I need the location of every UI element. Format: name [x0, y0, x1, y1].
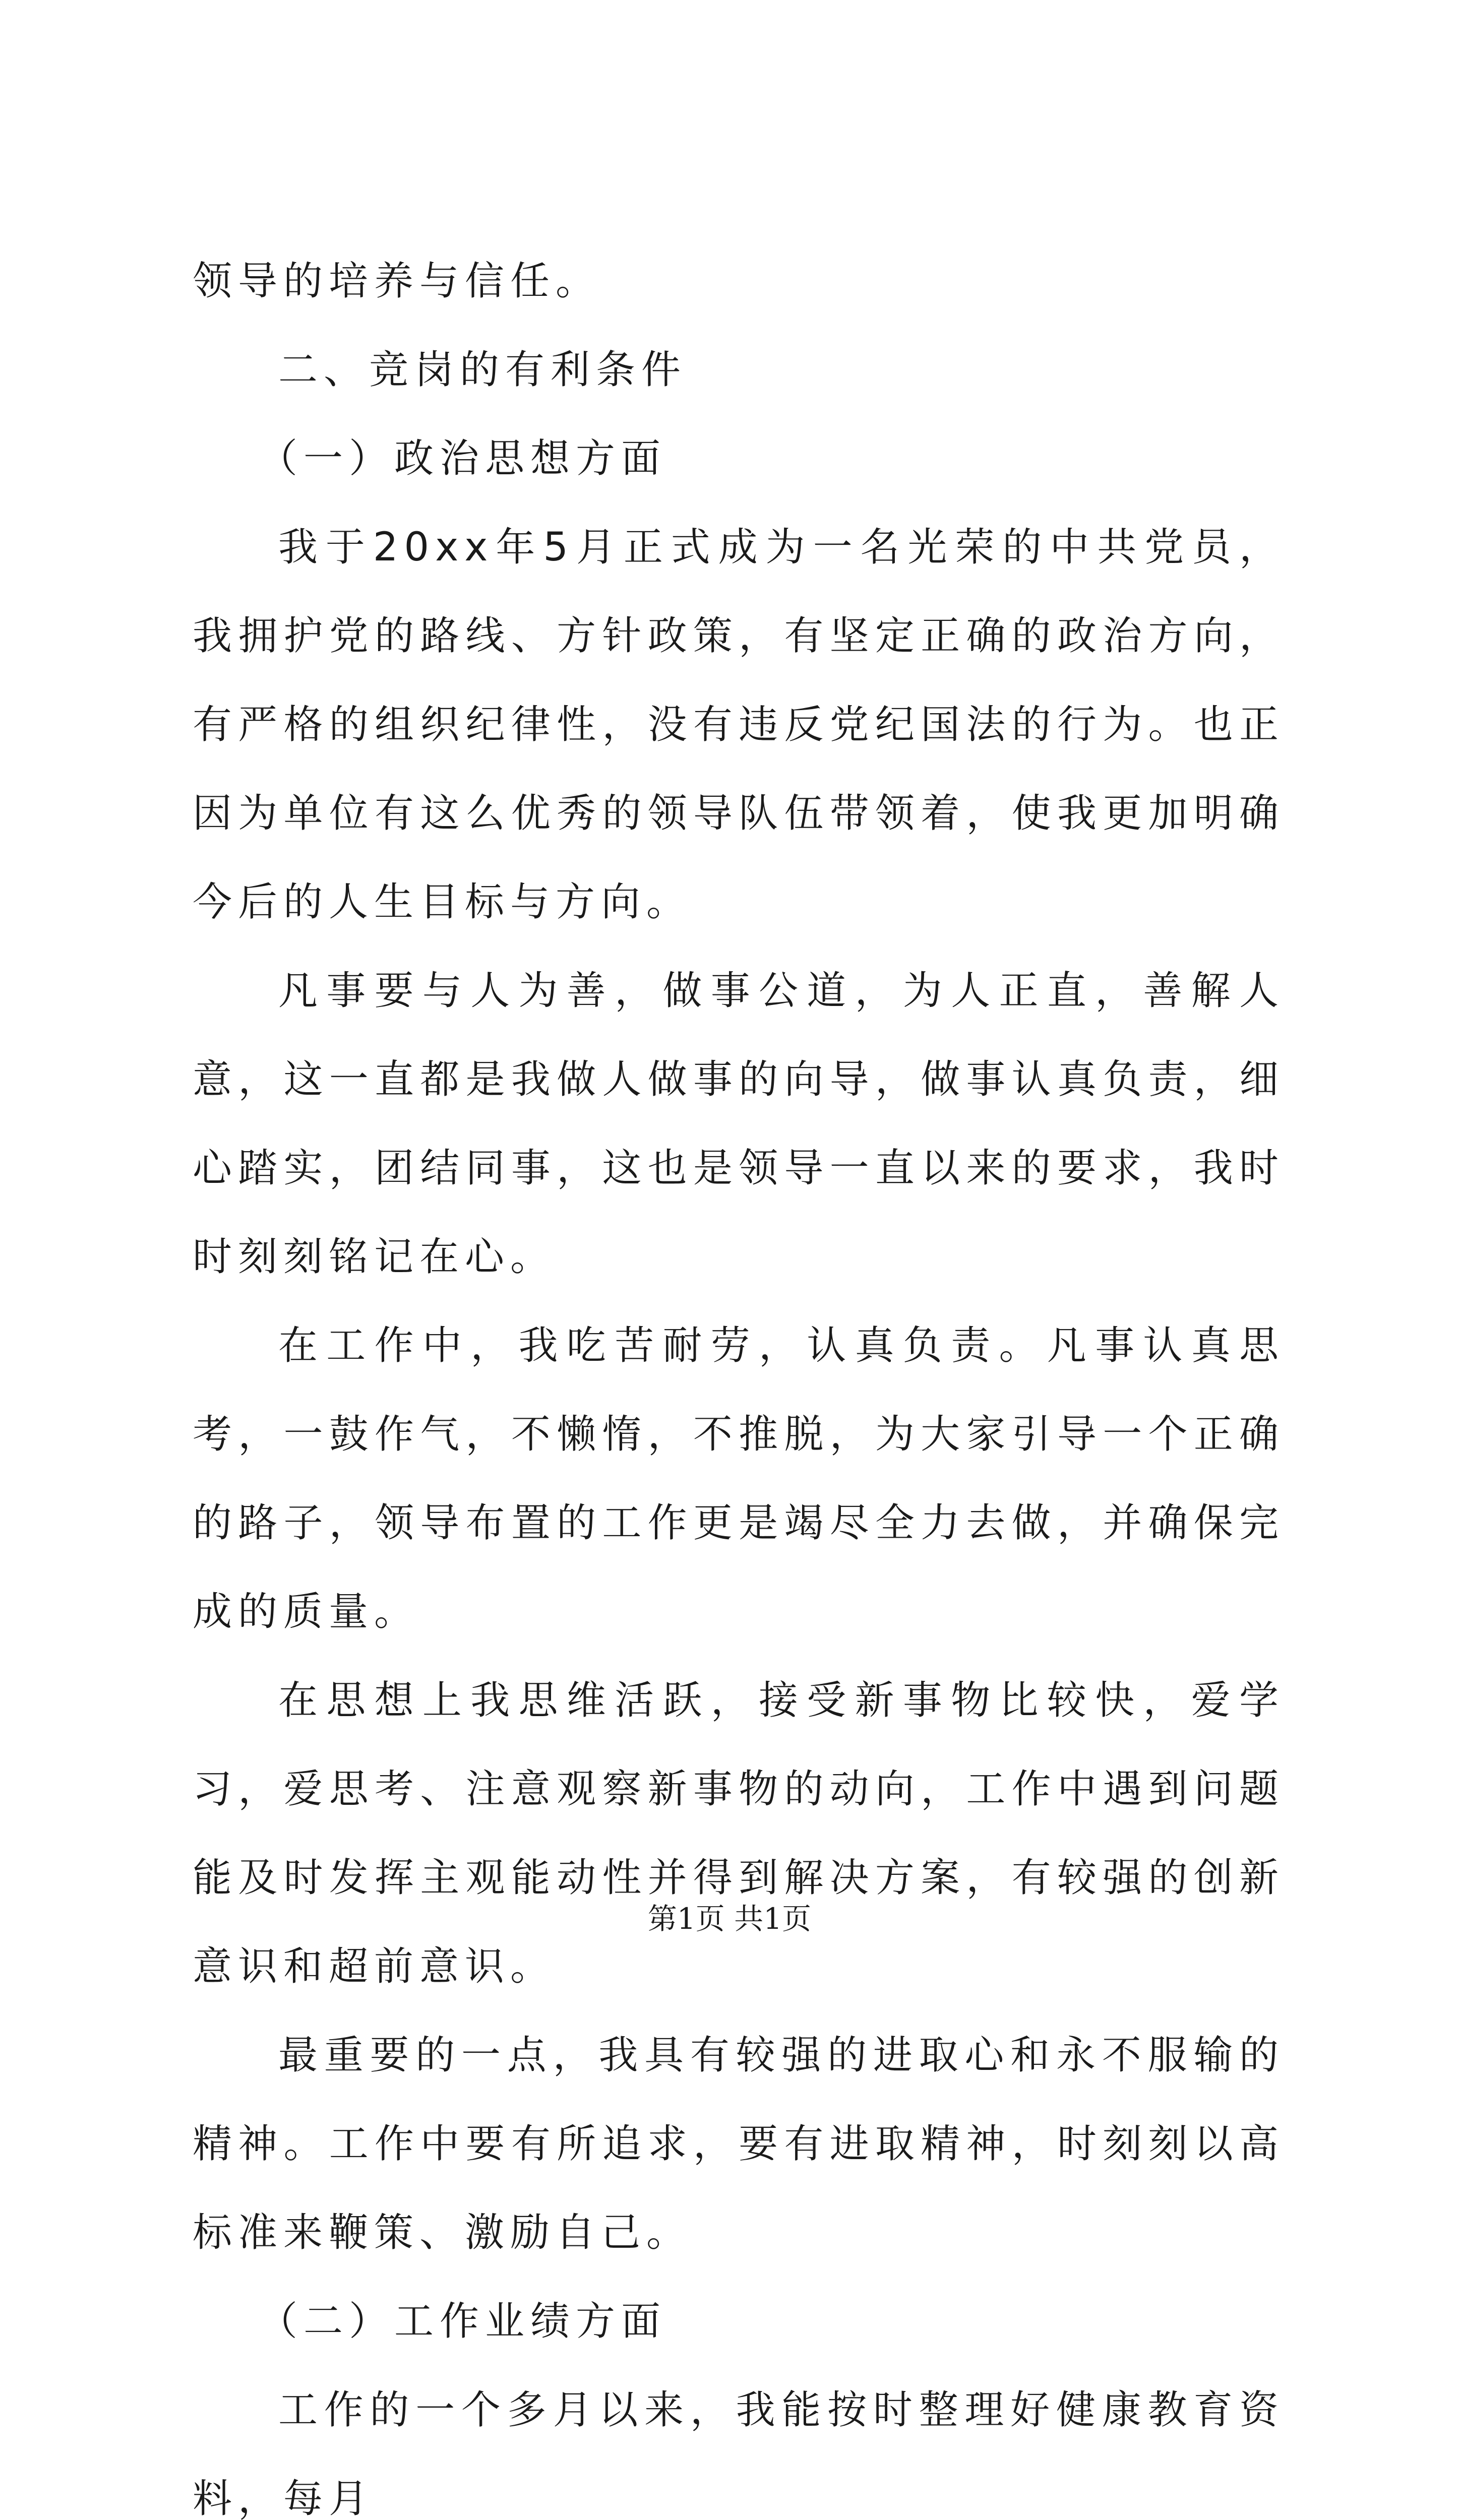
subsection-heading-political: （一）政治思想方面	[258, 436, 667, 481]
paragraph-party-membership: 我于20xx年5月正式成为一名光荣的中共党员，我拥护党的路线、方针政策，有坚定正确的政治方向，有严格的组织纪律性，没有违反党纪国法的行为。也正因为单位有这么优秀的领导队伍带领着，使我更加明确今后的人生目标与方向。	[193, 525, 1285, 925]
paragraph-continuation: 领导的培养与信任。	[193, 259, 601, 304]
paragraph-work-attitude: 在工作中，我吃苦耐劳，认真负责。凡事认真思考，一鼓作气，不懒惰，不推脱，为大家引导一个正确的路子，领导布置的工作更是竭尽全力去做，并确保完成的质量。	[193, 1323, 1285, 1634]
page-number-footer: 第1页 共1页	[647, 1902, 812, 1936]
paragraph-thinking: 在思想上我思维活跃，接受新事物比较快，爱学习，爱思考、注意观察新事物的动向，工作中遇到问题能及时发挥主观能动性并得到解决方案，有较强的创新意识和超前意识。	[193, 1678, 1285, 1989]
paragraph-performance: 工作的一个多月以来，我能按时整理好健康教育资料，每月	[193, 2387, 1285, 2520]
paragraph-conduct: 凡事要与人为善，做事公道，为人正直，善解人意，这一直都是我做人做事的向导，做事认真负责，细心踏实，团结同事，这也是领导一直以来的要求，我时时刻刻铭记在心。	[193, 968, 1285, 1280]
document-body	[193, 237, 1285, 2520]
section-heading: 二、竞岗的有利条件	[278, 347, 687, 393]
paragraph-ambition: 最重要的一点，我具有较强的进取心和永不服输的精神。工作中要有所追求，要有进取精神，时刻刻以高标准来鞭策、激励自己。	[193, 2033, 1285, 2255]
subsection-heading-performance: （二）工作业绩方面	[258, 2299, 667, 2344]
